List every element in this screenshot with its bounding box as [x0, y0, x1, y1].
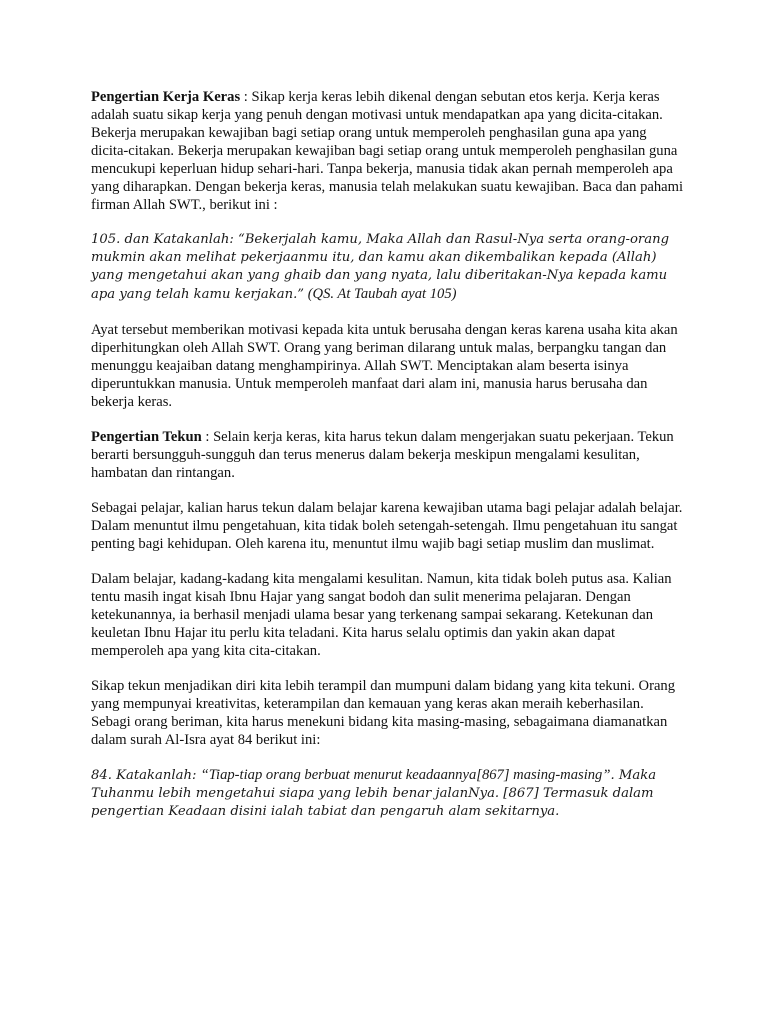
- term-separator: :: [240, 89, 252, 105]
- paragraph-ibnu-hajar: Dalam belajar, kadang-kadang kita mengalami kesulitan. Namun, kita tidak boleh putus asa. Kalian tentu masih ingat kisah Ibnu Hajar yang sangat bodoh dan sulit menerima pelajaran. Dengan ketekunannya, ia berhasil menjadi ulama besar yang terkenang sampai sekarang. Ketekunan dan keuletan Ibnu Hajar itu perlu kita teladani. Kita harus selalu optimis dan yakin akan dapat memperoleh apa yang kita cita-citakan.: [91, 571, 672, 659]
- verse-at-taubah-text: 105. dan Katakanlah: “Bekerjalah kamu, Maka Allah dan Rasul-Nya serta orang-orang mukmin akan melihat pekerjaanmu itu, dan kamu akan dikembalikan kepada (Allah) yang mengetahui akan yang ghaib dan yang nyata, lalu diberitakan-Nya kepada kamu apa yang telah kamu kerjakan.”: [91, 232, 670, 302]
- term-separator: :: [201, 429, 214, 445]
- paragraph-tekun-text: Selain kerja keras, kita harus tekun dalam mengerjakan suatu pekerjaan. Tekun berarti bersungguh-sungguh dan terus menerus dalam bekerja meskipun mengalami kesulitan, hambatan dan rintangan.: [91, 429, 674, 481]
- verse-al-isra-text: . Maka Tuhanmu lebih mengetahui siapa yang lebih benar jalanNya. [867] Termasuk dalam pengertian Keadaan disini ialah tabiat dan pengaruh alam sekitarnya.: [91, 768, 657, 819]
- verse-al-isra-quote: “Tiap-tiap orang berbuat menurut keadaannya[867] masing-masing”: [200, 767, 611, 783]
- verse-at-taubah: [91, 231, 687, 304]
- verse-al-isra-lead: 84. Katakanlah:: [91, 768, 201, 783]
- paragraph-tekun: [91, 428, 687, 482]
- term-kerja-keras: Pengertian Kerja Keras: [91, 89, 241, 105]
- paragraph-kerja-keras: [91, 88, 687, 214]
- paragraph-kerja-keras-text: Sikap kerja keras lebih dikenal dengan sebutan etos kerja. Kerja keras adalah suatu sikap kerja yang penuh dengan motivasi untuk mendapatkan apa yang dicita-citakan. Bekerja merupakan kewajiban bagi setiap orang untuk memperoleh penghasilan guna apa yang dicita-citakan. Bekerja merupakan kewajiban bagi setiap orang untuk memperoleh penghasilan guna mencukupi keperluan hidup sehari-hari. Tanpa bekerja, manusia tidak akan pernah memperoleh apa yang diharapkan. Dengan bekerja keras, manusia telah melakukan suatu kewajiban. Baca dan pahami firman Allah SWT., berikut ini :: [91, 89, 684, 213]
- term-tekun: Pengertian Tekun: [91, 429, 202, 445]
- paragraph-motivasi: Ayat tersebut memberikan motivasi kepada kita untuk berusaha dengan keras karena usaha kita akan diperhitungkan oleh Allah SWT. Orang yang beriman dilarang untuk malas, berpangku tangan dan menunggu keajaiban datang menghampirinya. Allah SWT. Menciptakan alam beserta isinya diperuntukkan manusia. Untuk memperoleh manfaat dari alam ini, manusia harus berusaha dan bekerja keras.: [91, 322, 678, 410]
- paragraph-pelajar: Sebagai pelajar, kalian harus tekun dalam belajar karena kewajiban utama bagi pelajar adalah belajar. Dalam menuntut ilmu pengetahuan, kita tidak boleh setengah-setengah. Ilmu pengetahuan itu sangat penting bagi kehidupan. Oleh karena itu, menuntut ilmu wajib bagi setiap muslim dan muslimat.: [91, 500, 683, 552]
- verse-al-isra: [91, 766, 687, 821]
- paragraph-sikap-tekun: Sikap tekun menjadikan diri kita lebih terampil dan mumpuni dalam bidang yang kita tekuni. Orang yang mempunyai kreativitas, keterampilan dan kemauan yang keras akan meraih keberhasilan. Sebagi orang beriman, kita harus menekuni bidang kita masing-masing, sebagaimana diamanatkan dalam surah Al-Isra ayat 84 berikut ini:: [91, 678, 676, 748]
- verse-at-taubah-reference: (QS. At Taubah ayat 105): [304, 286, 457, 302]
- document-page: [91, 88, 687, 838]
